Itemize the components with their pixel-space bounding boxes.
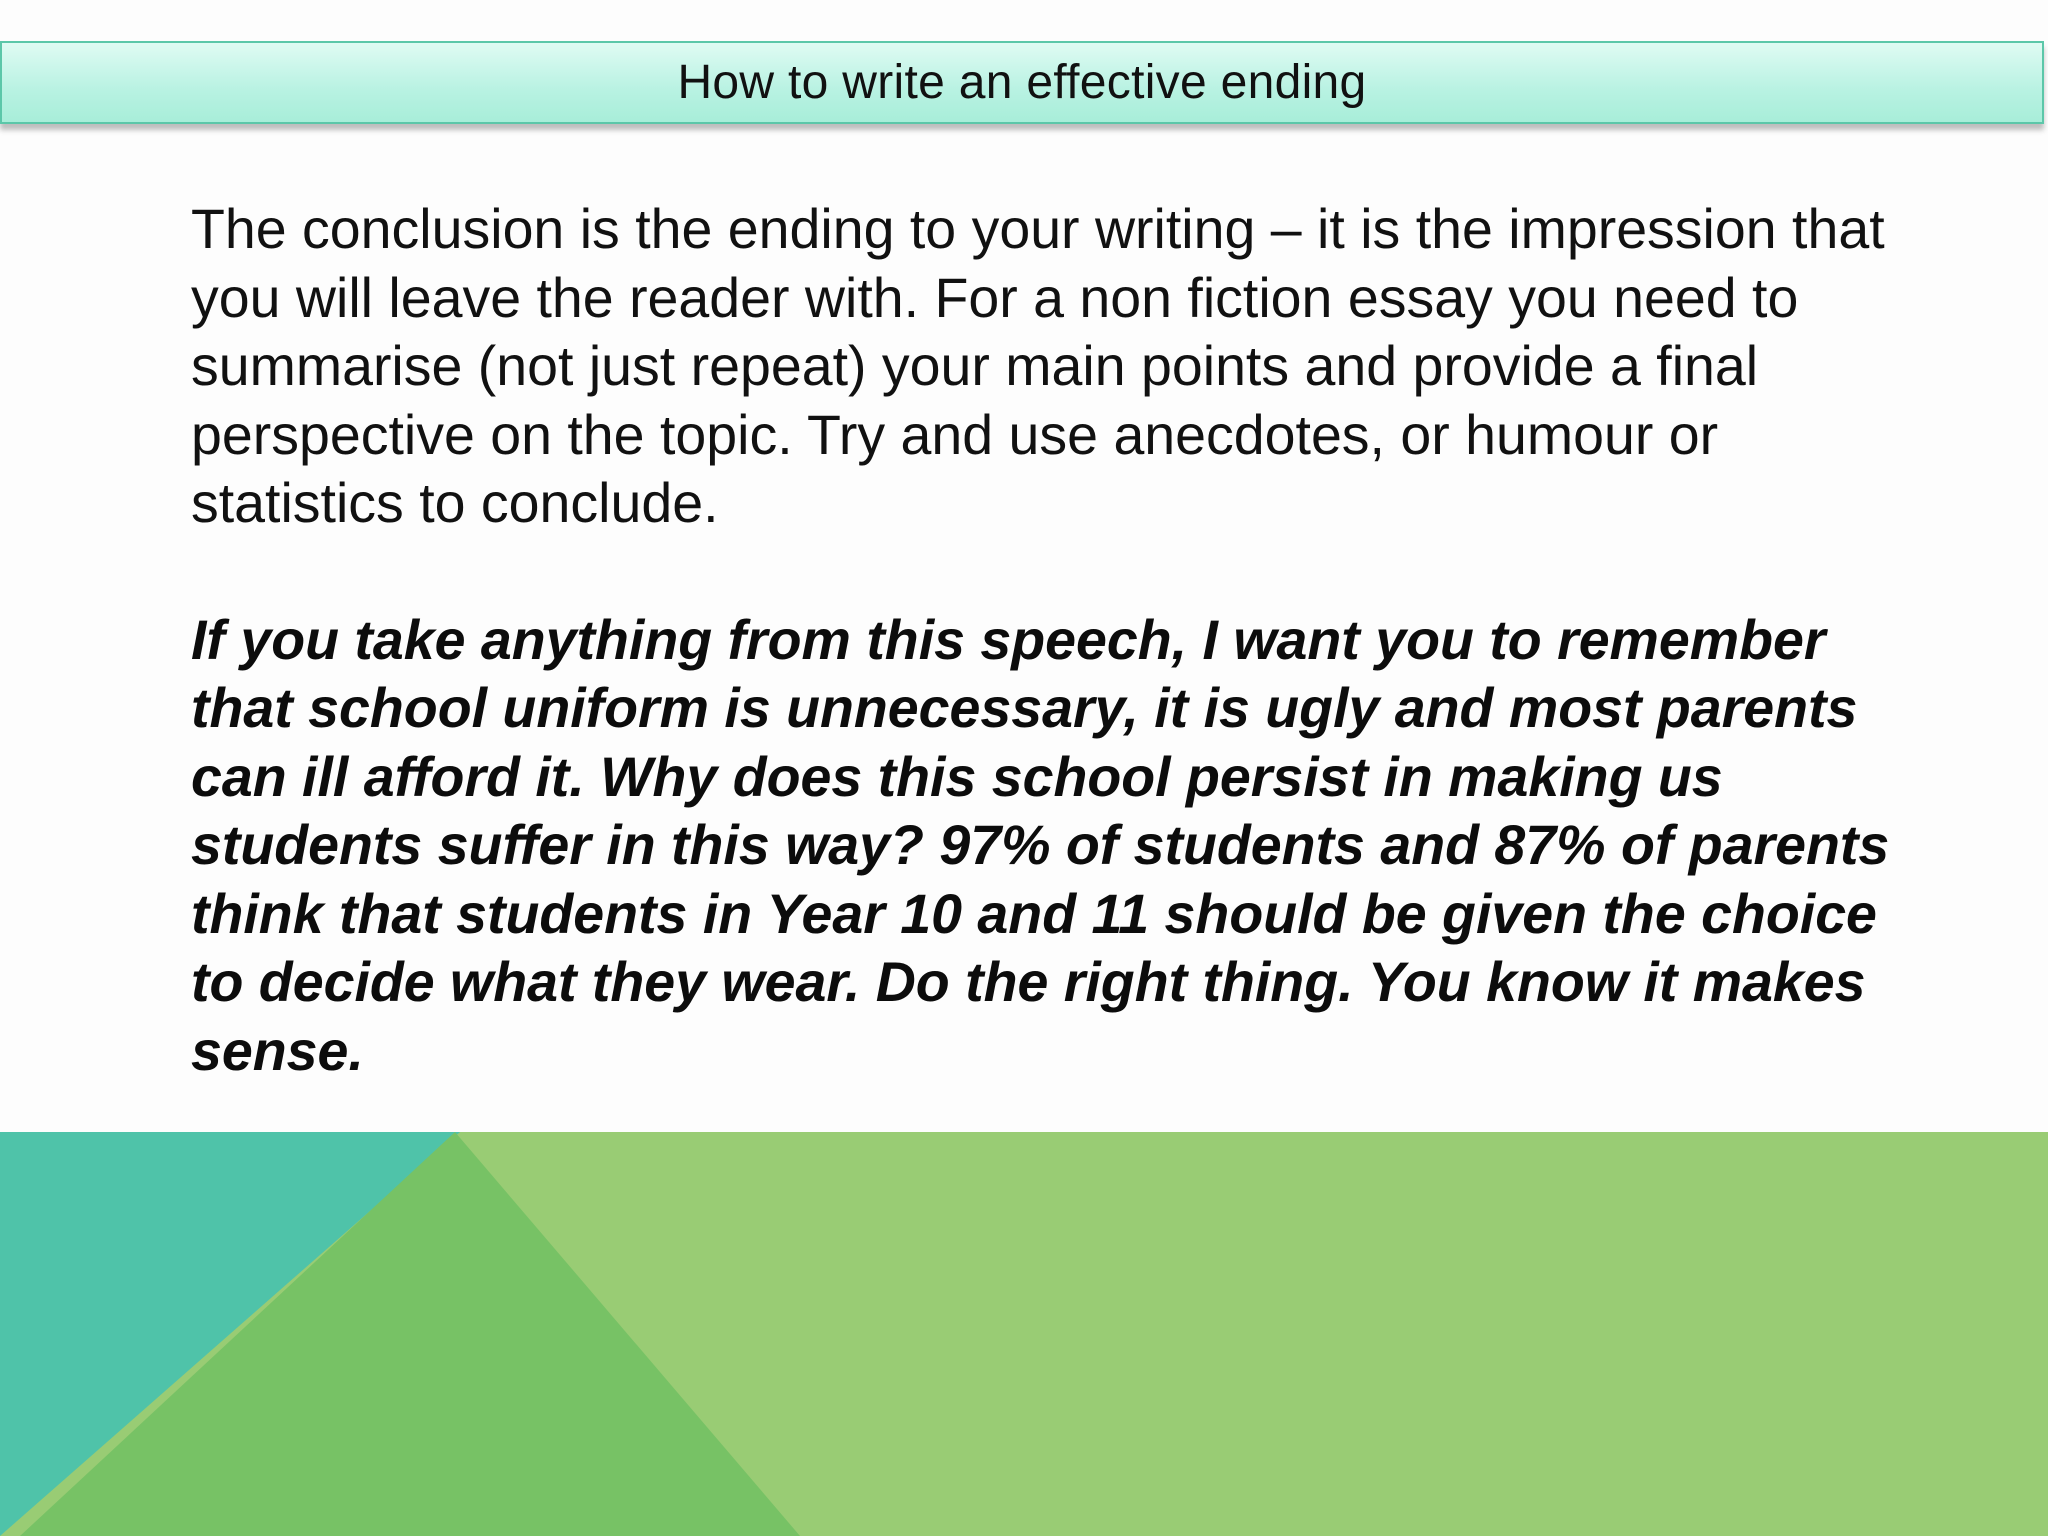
decorative-background-shapes (0, 1132, 2048, 1536)
title-bar (0, 41, 2044, 124)
slide-content (191, 195, 1911, 1085)
slide-title: How to write an effective ending (677, 56, 1367, 109)
body-paragraph: The conclusion is the ending to your writing – it is the impression that you will leave the reader with. For a non fiction essay you need to summarise (not just repeat) your main points and provide a final perspective on the topic. Try and use anecdotes, or humour or statistics to conclude. (191, 198, 1885, 534)
example-conclusion: If you take anything from this speech, I want you to remember that school uniform is unnecessary, it is ugly and most parents can ill afford it. Why does this school persist in making us students suffer in this way? 97% of students and 87% of parents think that students in Year 10 and 11 should be given the choice to decide what they wear. Do the right thing. You know it makes sense. (191, 608, 1890, 1082)
